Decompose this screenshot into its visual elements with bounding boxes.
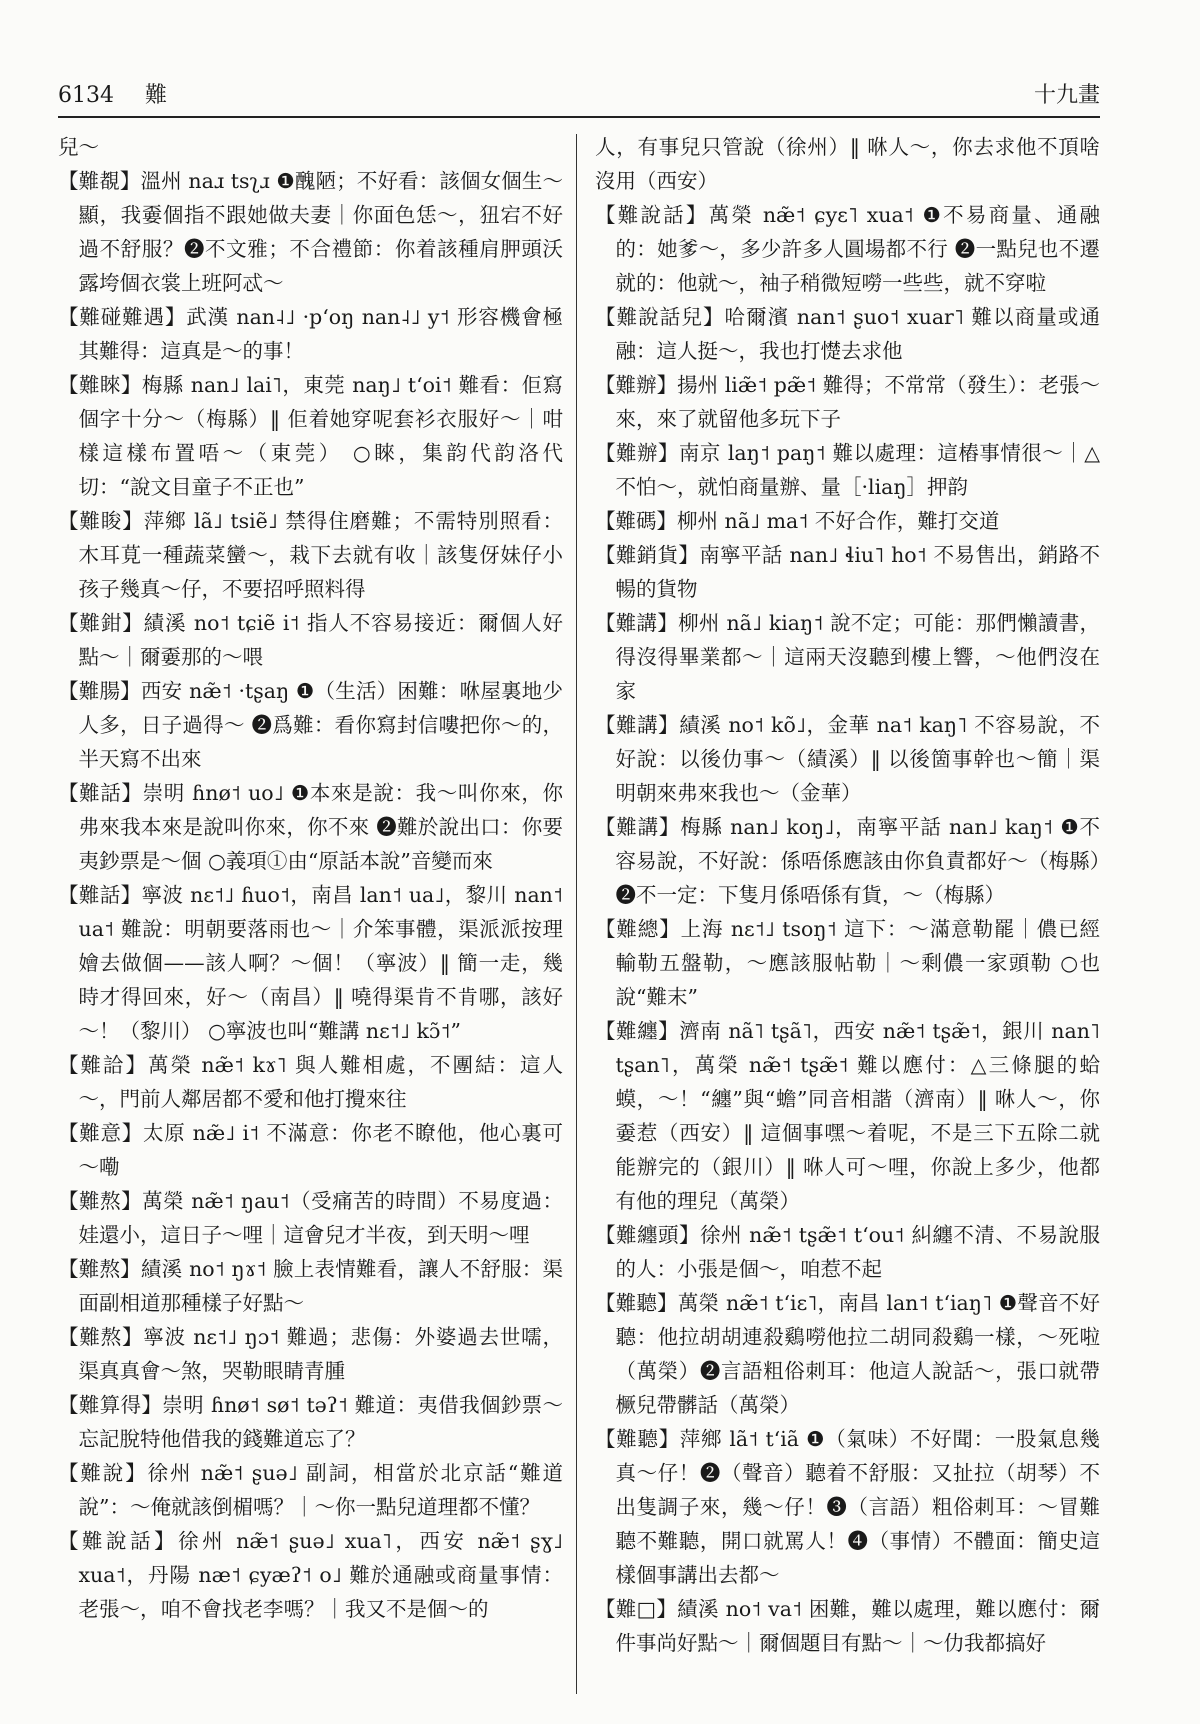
entry-headword: 【難總】 bbox=[595, 917, 681, 941]
dictionary-entry bbox=[595, 300, 1100, 368]
entry-definition: 哈爾濱 nan˦ ʂuo˦ xuar˥ 難以商量或通融：這人挺～，我也打憷去求他 bbox=[615, 305, 1101, 363]
entry-headword: 【難說話】 bbox=[58, 1529, 179, 1553]
entry-headword: 【難聽】 bbox=[595, 1427, 680, 1451]
entry-definition: 萬榮 næ̃˦ ŋau˦（受痛苦的時間）不易度過：娃還小，這日子～哩｜這會兒才半夜，到天明～哩 bbox=[78, 1189, 563, 1247]
entry-definition: 寧波 nɛ˦˩ ɦuo˦，南昌 lan˦ ua˩，黎川 nan˦ ua˦ 難說：明朝要落雨也～｜介笨事體，渠派派按理嬒去做個——該人啊？～個！（寧波）‖ 簡一走，幾時才得回來，好～（南昌）‖ 嘵得渠肯不肯哪，該好～！（黎川） ○寧波也叫“難講 nɛ˦˩ kɔ̃˦” bbox=[78, 883, 563, 1043]
entry-headword: 【難聽】 bbox=[595, 1291, 678, 1315]
dictionary-entry bbox=[595, 1592, 1100, 1660]
entry-headword: 【難話】 bbox=[58, 883, 142, 907]
header-rule bbox=[58, 116, 1100, 118]
entry-headword: 【難睃】 bbox=[58, 509, 144, 533]
column-divider bbox=[576, 134, 577, 1694]
entry-headword: 【難算得】 bbox=[58, 1393, 163, 1417]
entry-definition: 太原 næ̃˩ i˦ 不滿意：你老不瞭他，他心裏可～嘞 bbox=[78, 1121, 564, 1179]
entry-headword: 【難覩】 bbox=[58, 169, 141, 193]
entry-definition: 績溪 no˦ ŋɤ˦ 臉上表情難看，讓人不舒服：渠面副相道那種樣子好點～ bbox=[78, 1257, 564, 1315]
entry-headword: 【難講】 bbox=[595, 611, 679, 635]
dictionary-entry bbox=[58, 776, 563, 878]
dictionary-entry bbox=[595, 538, 1100, 606]
dictionary-entry bbox=[58, 1320, 563, 1388]
entry-definition: 績溪 no˦ tɕiẽ i˦ 指人不容易接近：爾個人好點～｜爾嫑那的～喂 bbox=[78, 611, 564, 669]
entry-definition: 上海 nɛ˦˩ tsoŋ˦ 這下：～滿意勒罷｜儂已經輸勒五盤勒，～應該服帖勒｜～剩儂一家頭勒 ○也說“難末” bbox=[615, 917, 1101, 1009]
continuation-text: 兒～ bbox=[58, 135, 99, 159]
dictionary-entry bbox=[58, 878, 563, 1048]
dictionary-entry bbox=[595, 1014, 1100, 1218]
entry-headword: 【難說話兒】 bbox=[595, 305, 725, 329]
dictionary-entry bbox=[595, 198, 1100, 300]
entry-headword: 【難話】 bbox=[58, 781, 143, 805]
entry-headword: 【難說話】 bbox=[595, 203, 709, 227]
entry-definition: 崇明 ɦnø˦ sø˦ təʔ˦ 難道：夷借我個鈔票～忘記脫特他借我的錢難道忘了？ bbox=[78, 1393, 563, 1451]
entry-headword: 【難鉗】 bbox=[58, 611, 144, 635]
dictionary-entry bbox=[595, 1286, 1100, 1422]
entry-headword: 【難熬】 bbox=[58, 1325, 144, 1349]
header-left bbox=[58, 78, 191, 109]
dictionary-entry bbox=[58, 368, 563, 504]
entry-headword: 【難講】 bbox=[595, 713, 680, 737]
entry-definition: 徐州 næ̃˦ ʂuə˩ xua˥，西安 næ̃˦ ʂɣ˩ xua˦，丹陽 næ˦ ɕyæʔ˦ o˩ 難於通融或商量事情：老張～，咱不會找老李嗎？｜我又不是個～的 bbox=[78, 1529, 564, 1621]
left-column bbox=[58, 130, 563, 1626]
entry-headword: 【難纏】 bbox=[595, 1019, 680, 1043]
dictionary-entry bbox=[595, 606, 1100, 708]
entry-headword: 【難碰難遇】 bbox=[58, 305, 187, 329]
entry-definition: 萬榮 næ̃˦ ɕyɛ˥ xua˦ ❶不易商量、通融的：她爹～，多少許多人圓場都不行 ❷一點兒也不遷就的：他就～，袖子稍微短嘮一些些，就不穿啦 bbox=[615, 203, 1100, 295]
entry-definition: 寧波 nɛ˦˩ ŋɔ˦ 難過；悲傷：外婆過去世嚅，渠真真會～煞，哭勒眼睛青腫 bbox=[78, 1325, 564, 1383]
entry-headword: 【難意】 bbox=[58, 1121, 143, 1145]
entry-list bbox=[595, 198, 1100, 1660]
dictionary-entry bbox=[595, 912, 1100, 1014]
entry-headword: 【難纏頭】 bbox=[595, 1223, 701, 1247]
entry-definition: 南寧平話 nan˩ ɬiu˥ ho˦ 不易售出，銷路不暢的貨物 bbox=[615, 543, 1100, 601]
entry-headword: 【難講】 bbox=[595, 815, 681, 839]
dictionary-entry bbox=[58, 1116, 563, 1184]
dictionary-entry bbox=[595, 1422, 1100, 1592]
entry-definition: 績溪 no˦ va˦ 困難，難以處理，難以應付：爾件事尚好點～｜爾個題目有點～｜～仂我都搞好 bbox=[615, 1597, 1100, 1655]
dictionary-entry bbox=[595, 368, 1100, 436]
page-header bbox=[58, 78, 1100, 118]
entry-definition: 西安 næ̃˦ ·tʂaŋ ❶（生活）困難：咻屋裏地少人多，日子過得～ ❷爲難：看你寫封信嘍把你～的，半天寫不出來 bbox=[78, 679, 563, 771]
entry-headword: 【難熬】 bbox=[58, 1257, 141, 1281]
dictionary-entry bbox=[58, 1456, 563, 1524]
entry-definition: 梅縣 nan˩ lai˥，東莞 naŋ˩ tʻoi˦ 難看：佢寫個字十分～（梅縣）‖ 佢着她穿呢套衫衣服好～｜咁樣這樣布置唔～（東莞） ○睞，集韵代韵洛代切：“說文目童子不正也” bbox=[78, 373, 564, 499]
entry-headword: 【難辦】 bbox=[595, 373, 678, 397]
entry-headword: 【難詥】 bbox=[58, 1053, 148, 1077]
entry-definition: 柳州 nã˩ kiaŋ˦ 說不定；可能：那們懶讀書，得沒得畢業都～｜這兩天沒聽到樓上響，～他們沒在家 bbox=[615, 611, 1100, 703]
dictionary-entry bbox=[58, 504, 563, 606]
entry-definition: 柳州 nã˩ ma˦ 不好合作，難打交道 bbox=[677, 509, 1000, 533]
entry-definition: 南京 laŋ˦ paŋ˦ 難以處理：這樁事情很～｜△不怕～，就怕商量辦、量［·liaŋ］押韵 bbox=[615, 441, 1101, 499]
dictionary-entry bbox=[58, 1524, 563, 1626]
continuation-text: 人，有事兒只管說（徐州）‖ 咻人～，你去求他不頂啥沒用（西安） bbox=[595, 135, 1100, 193]
entry-definition: 崇明 ɦnø˦ uo˩ ❶本來是說：我～叫你來，你弗來我本來是說叫你來，你不來 ❷難於說出口：你要夷鈔票是～個 ○義項①由“原話本說”音變而來 bbox=[78, 781, 563, 873]
dictionary-entry bbox=[58, 1048, 563, 1116]
entry-list bbox=[58, 164, 563, 1626]
dictionary-entry bbox=[58, 164, 563, 300]
entry-definition: 萍鄉 lã˦ tʻiã ❶（氣味）不好聞：一股氣息幾真～仔！❷（聲音）聽着不舒服：又扯拉（胡琴）不出隻調子來，幾～仔！❸（言語）粗俗刺耳：～冒難聽不難聽，開口就罵人！❹（事情）不體面：簡史這樣個事講出去都～ bbox=[615, 1427, 1101, 1587]
dictionary-entry bbox=[58, 1184, 563, 1252]
entry-definition: 溫州 naɹ tsʅɹ ❶醜陋；不好看：該個女個生～顯，我嫑個指不跟她做夫妻｜你面色恁～，狃宕不好過不舒服？❷不文雅；不合禮節：你着該種肩胛頭沃露垮個衣裳上班阿忒～ bbox=[78, 169, 563, 295]
dictionary-entry bbox=[58, 674, 563, 776]
entry-headword: 【難熬】 bbox=[58, 1189, 143, 1213]
entry-definition: 績溪 no˦ kõ˩，金華 na˦ kaŋ˥ 不容易說，不好說：以後仂事～（績溪）‖ 以後箇事幹也～簡｜渠明朝來弗來我也～（金華） bbox=[615, 713, 1101, 805]
dictionary-entry bbox=[58, 606, 563, 674]
head-character: 難 bbox=[145, 83, 168, 108]
dictionary-entry bbox=[595, 504, 1100, 538]
entry-headword: 【難睞】 bbox=[58, 373, 142, 397]
entry-definition: 萬榮 næ̃˦ tʻiɛ˥，南昌 lan˦ tʻiaŋ˥ ❶聲音不好聽：他拉胡胡連殺鷄嘮他拉二胡同殺鷄一樣，～死啦（萬榮）❷言語粗俗刺耳：他這人說話～，張口就帶橛兒帶髒話（萬榮） bbox=[615, 1291, 1100, 1417]
entry-definition: 梅縣 nan˩ koŋ˩，南寧平話 nan˩ kaŋ˦ ❶不容易說，不好說：係唔係應該由你負責都好～（梅縣）❷不一定：下隻月係唔係有貨，～（梅縣） bbox=[615, 815, 1101, 907]
right-column bbox=[595, 130, 1100, 1660]
dictionary-entry bbox=[58, 1252, 563, 1320]
dictionary-entry bbox=[595, 436, 1100, 504]
entry-headword: 【難腸】 bbox=[58, 679, 141, 703]
dictionary-entry bbox=[595, 708, 1100, 810]
entry-definition: 萬榮 næ̃˦ kɤ˥ 與人難相處，不團結：這人～，門前人鄰居都不愛和他打攪來往 bbox=[78, 1053, 563, 1111]
dictionary-entry bbox=[58, 1388, 563, 1456]
entry-definition: 武漢 nan˨˩ ·pʻoŋ nan˨˩ y˦ 形容機會極其難得：這真是～的事！ bbox=[78, 305, 563, 363]
entry-headword: 【難辦】 bbox=[595, 441, 679, 465]
entry-definition: 徐州 næ̃˦ ʂuə˩ 副詞，相當於北京話“難道說”：～俺就該倒楣嗎？｜～你一點兒道理都不懂？ bbox=[78, 1461, 564, 1519]
entry-definition: 揚州 liæ̃˦ pæ̃˦ 難得；不常常（發生）：老張～來，來了就留他多玩下子 bbox=[615, 373, 1101, 431]
page-number: 6134 bbox=[58, 83, 114, 108]
dictionary-entry bbox=[595, 1218, 1100, 1286]
entry-headword: 【難說】 bbox=[58, 1461, 148, 1485]
entry-headword: 【難碼】 bbox=[595, 509, 677, 533]
dictionary-entry bbox=[58, 300, 563, 368]
entry-definition: 徐州 næ̃˦ tʂæ̃˦ tʻou˦ 糾纏不清、不易說服的人：小張是個～，咱惹不起 bbox=[615, 1223, 1100, 1281]
entry-definition: 萍鄉 lã˩ tsiẽ˩ 禁得住磨難；不需特別照看：木耳莧一種蔬菜蠻～，栽下去就有收｜該隻伢妹仔小孩子幾真～仔，不要招呼照料得 bbox=[78, 509, 563, 601]
dictionary-entry bbox=[595, 810, 1100, 912]
entry-headword: 【難銷貨】 bbox=[595, 543, 700, 567]
stroke-count-label: 十九畫 bbox=[1033, 83, 1100, 108]
entry-definition: 濟南 nã˥ tʂã˥，西安 næ̃˦ tʂæ̃˦，銀川 nan˥ tʂan˥，萬榮 næ̃˦ tʂæ̃˦ 難以應付：△三條腿的蛤蟆，～！“纏”與“蟾”同音相諧（濟南）‖ 咻人～，你嫑惹（西安）‖ 這個事嘿～着呢，不是三下五除二就能辦完的（銀川）‖ 咻人可～哩，你說上多少，他都有他的理兒（萬榮） bbox=[615, 1019, 1101, 1213]
entry-headword: 【難□】 bbox=[595, 1597, 678, 1621]
